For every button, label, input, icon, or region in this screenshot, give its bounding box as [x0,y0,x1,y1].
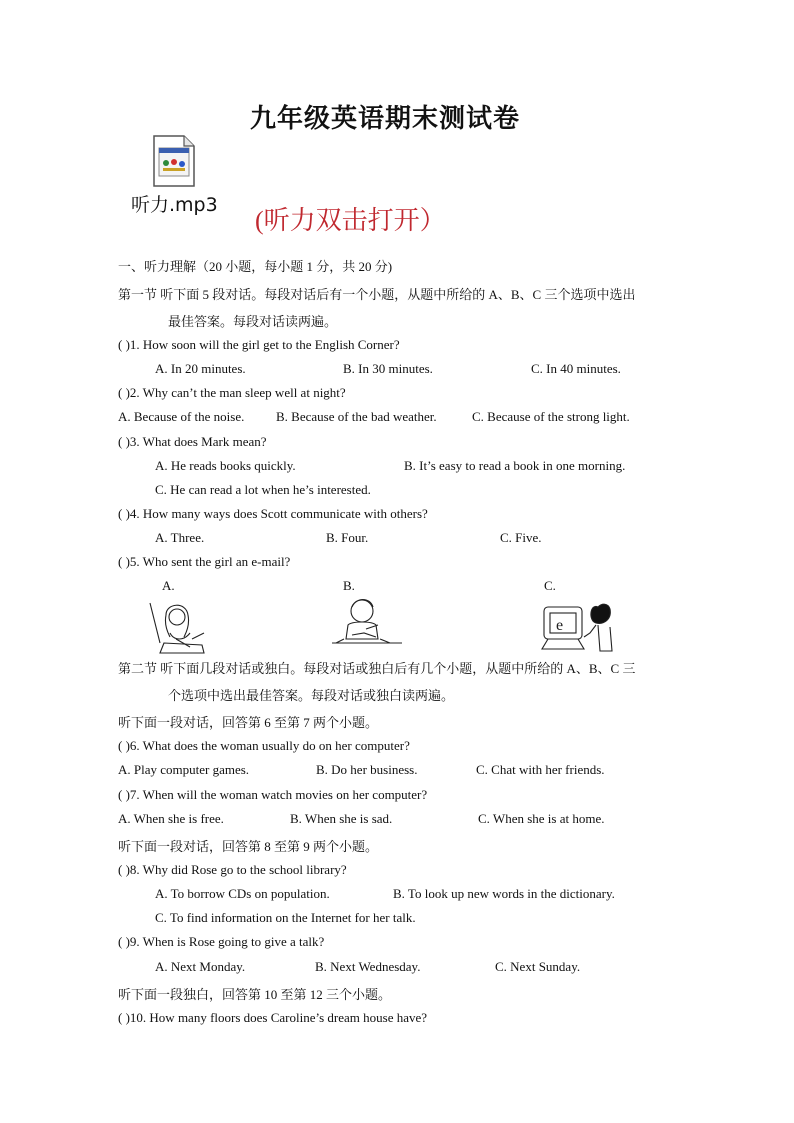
svg-text:e: e [556,617,564,634]
question-1 [118,337,400,353]
q8-option-a: A. To borrow CDs on population. [155,886,330,901]
part-heading: 一、听力理解（20 小题，每小题 1 分，共 20 分) [118,259,393,274]
answer-paren[interactable]: ( ) [118,554,130,569]
q8-option-b: B. To look up new words in the dictionary. [393,886,615,901]
q5-option-c-label: C. [544,578,556,593]
question-2 [118,385,346,401]
section1-instruction-line2: 最佳答案。每段对话读两遍。 [168,314,338,329]
q1-option-b: B. In 30 minutes. [343,361,433,376]
q6-option-a: A. Play computer games. [118,762,250,777]
question-7 [118,787,427,803]
q4-option-c: C. Five. [500,530,542,545]
q1-option-c: C. In 40 minutes. [531,361,621,376]
answer-paren[interactable]: ( ) [118,862,130,877]
q5-option-b-label: B. [343,578,355,593]
question-10 [118,1010,427,1026]
q7-option-a: A. When she is free. [118,811,224,826]
q3-option-c: C. He can read a lot when he’s interested. [155,482,371,497]
answer-paren[interactable]: ( ) [118,337,130,352]
q2-option-c: C. Because of the strong light. [472,409,630,424]
q1-option-a: A. In 20 minutes. [155,361,246,376]
question-stem: 3. What does Mark mean? [129,434,267,449]
question-stem: 9. When is Rose going to give a talk? [129,934,325,949]
question-stem: 2. Why can’t the man sleep well at night? [129,385,346,400]
answer-paren[interactable]: ( ) [118,787,130,802]
q2-option-a: A. Because of the noise. [118,409,245,424]
q9-option-a: A. Next Monday. [155,959,246,974]
q5-option-a-label: A. [162,578,175,593]
question-4 [118,506,428,522]
answer-paren[interactable]: ( ) [118,385,130,400]
q8-option-c: C. To find information on the Internet for her talk. [155,910,416,925]
question-8 [118,862,347,878]
dialogue-intro-8-9: 听下面一段对话，回答第 8 至第 9 两个小题。 [118,839,379,854]
section1-instruction-line1: 第一节 听下面 5 段对话。每段对话后有一个小题，从题中所给的 A、B、C 三个选项中选出 [118,287,636,302]
q6-option-c: C. Chat with her friends. [476,762,605,777]
answer-paren[interactable]: ( ) [118,506,130,521]
girl-at-computer-picture [540,597,620,662]
question-stem: 10. How many floors does Caroline’s dream house have? [129,1010,428,1025]
answer-paren[interactable]: ( ) [118,934,130,949]
question-stem: 7. When will the woman watch movies on her computer? [129,787,428,802]
question-stem: 6. What does the woman usually do on her computer? [129,738,410,753]
answer-paren[interactable]: ( ) [118,1010,130,1025]
q7-option-b: B. When she is sad. [290,811,393,826]
monologue-intro-10-12: 听下面一段独白，回答第 10 至第 12 三个小题。 [118,987,392,1002]
page-title: 九年级英语期末测试卷 [250,104,521,134]
question-6 [118,738,410,754]
mp3-file-icon[interactable] [152,134,196,188]
question-stem: 5. Who sent the girl an e-mail? [129,554,291,569]
question-9 [118,934,324,950]
question-3 [118,434,267,450]
q7-option-c: C. When she is at home. [478,811,605,826]
section2-instruction-line2: 个选项中选出最佳答案。每段对话或独白读两遍。 [168,688,455,703]
q4-option-b: B. Four. [326,530,369,545]
answer-paren[interactable]: ( ) [118,738,130,753]
question-stem: 1. How soon will the girl get to the English Corner? [129,337,400,352]
attachment-note: (听力双击打开） [255,206,446,235]
q9-option-b: B. Next Wednesday. [315,959,421,974]
question-stem: 4. How many ways does Scott communicate with others? [129,506,428,521]
boy-writing-picture [330,595,404,660]
girl-writing-letter-picture [146,593,212,660]
q3-option-b: B. It’s easy to read a book in one morning. [404,458,626,473]
q9-option-c: C. Next Sunday. [495,959,581,974]
dialogue-intro-6-7: 听下面一段对话，回答第 6 至第 7 两个小题。 [118,715,379,730]
q6-option-b: B. Do her business. [316,762,418,777]
answer-paren[interactable]: ( ) [118,434,130,449]
q4-option-a: A. Three. [155,530,205,545]
q3-option-a: A. He reads books quickly. [155,458,296,473]
section2-instruction-line1: 第二节 听下面几段对话或独白。每段对话或独白后有几个小题，从题中所给的 A、B、C 三 [118,661,636,676]
q2-option-b: B. Because of the bad weather. [276,409,437,424]
question-5 [118,554,290,570]
question-stem: 8. Why did Rose go to the school library? [129,862,347,877]
attachment-filename[interactable]: 听力.mp3 [131,194,218,216]
